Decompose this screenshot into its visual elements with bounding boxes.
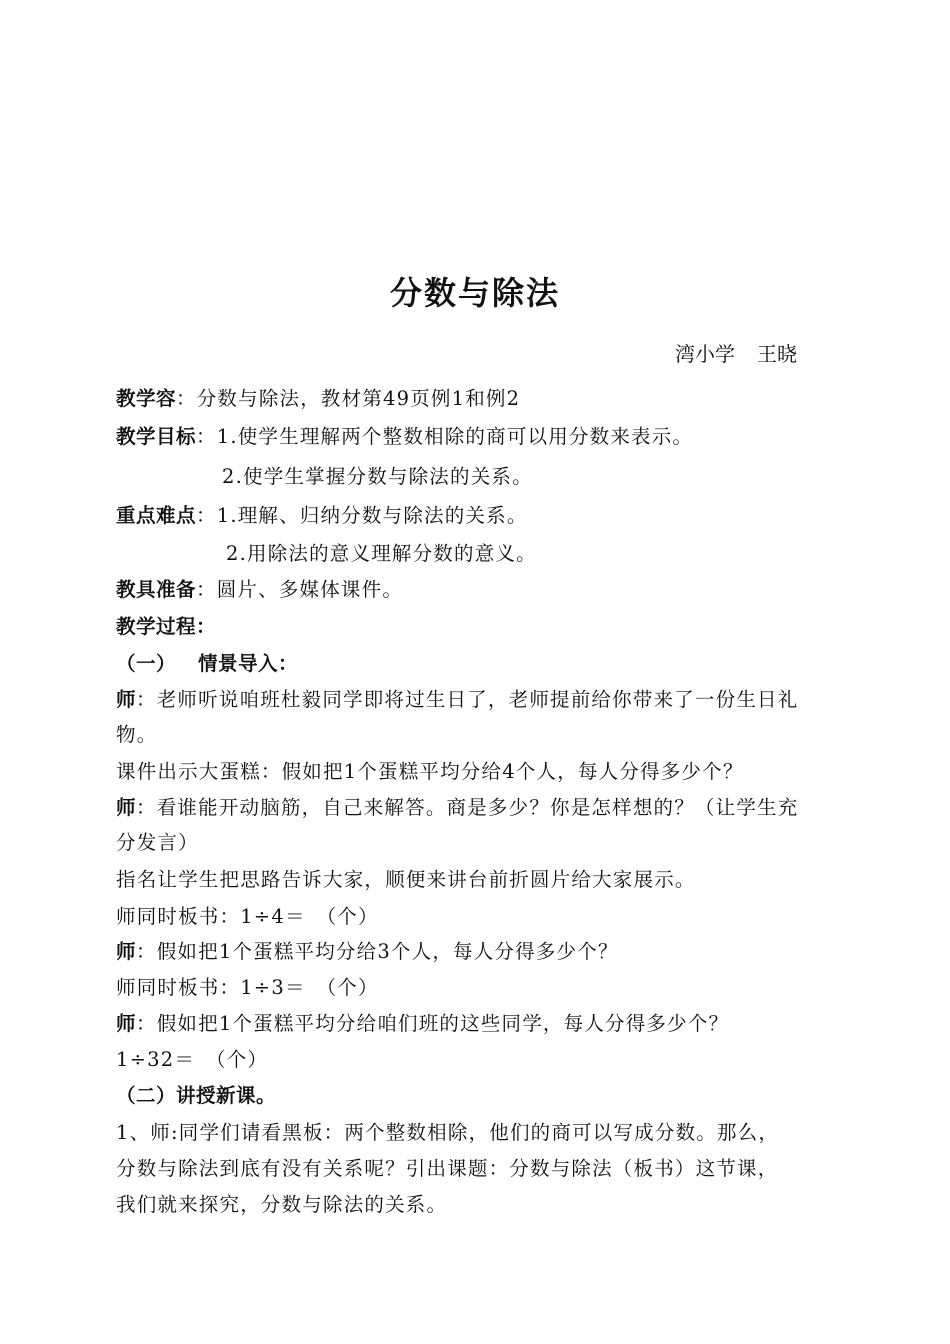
teacher-line-1 xyxy=(116,684,798,712)
board-line-2: 师同时板书：1÷3＝ （个） xyxy=(116,976,379,999)
section1-title: 情景导入： xyxy=(198,652,299,675)
tools-line xyxy=(116,574,403,602)
goal-text-1: ：1.使学生理解两个整数相除的商可以用分数来表示。 xyxy=(196,425,694,448)
author-line xyxy=(675,338,797,367)
content-text: ：分数与除法，教材第49页例1和例2 xyxy=(176,387,521,410)
goal-line-1 xyxy=(116,421,693,449)
goal-line-2: 2.使学生掌握分数与除法的关系。 xyxy=(222,465,533,488)
section1-heading xyxy=(116,648,298,676)
tools-text: ：圆片、多媒体课件。 xyxy=(196,578,404,601)
board-line-1: 师同时板书：1÷4＝ （个） xyxy=(116,905,379,928)
goal-label: 教学目标 xyxy=(116,425,197,448)
teacher-line-3 xyxy=(116,936,619,964)
teacher-text-1a: ：老师听说咱班杜毅同学即将过生日了，老师提前给你带来了一份生日礼 xyxy=(136,688,799,711)
teacher-text-2a: ：看谁能开动脑筋，自己来解答。商是多少？你是怎样想的？（让学生充 xyxy=(136,796,799,819)
speaker-label: 师 xyxy=(116,1012,137,1035)
teacher-text-4: ：假如把1个蛋糕平均分给咱们班的这些同学，每人分得多少个？ xyxy=(136,1012,730,1035)
author-name: 王晓 xyxy=(757,342,797,366)
key-line-1 xyxy=(116,500,528,528)
process-heading: 教学过程： xyxy=(116,615,217,638)
teacher-text-1b: 物。 xyxy=(116,723,158,746)
key-label: 重点难点 xyxy=(116,504,197,527)
content-line xyxy=(116,383,520,411)
section2-heading: （二）讲授新课。 xyxy=(116,1084,277,1107)
author-school: 湾小学 xyxy=(675,342,735,366)
section2-para-1: 1、师:同学们请看黑板：两个整数相除，他们的商可以写成分数。那么， xyxy=(116,1121,780,1144)
page-title: 分数与除法 xyxy=(389,274,560,312)
speaker-label: 师 xyxy=(116,940,137,963)
tools-label: 教具准备 xyxy=(116,578,197,601)
speaker-label: 师 xyxy=(116,688,137,711)
content-label: 教学容 xyxy=(116,387,177,410)
teacher-text-2b: 分发言） xyxy=(116,831,199,854)
key-text-1: ：1.理解、归纳分数与除法的关系。 xyxy=(196,504,528,527)
section2-para-3: 我们就来探究，分数与除法的关系。 xyxy=(116,1193,448,1216)
section2-para-2: 分数与除法到底有没有关系呢？引出课题：分数与除法（板书）这节课， xyxy=(116,1157,779,1180)
speaker-label: 师 xyxy=(116,796,137,819)
section1-number: （一） xyxy=(116,652,177,675)
teacher-line-4 xyxy=(116,1008,729,1036)
teacher-text-3: ：假如把1个蛋糕平均分给3个人，每人分得多少个？ xyxy=(136,940,619,963)
key-line-2: 2.用除法的意义理解分数的意义。 xyxy=(226,542,537,565)
demo-line: 指名让学生把思路告诉大家，顺便来讲台前折圆片给大家展示。 xyxy=(116,868,696,891)
courseware-line: 课件出示大蛋糕：假如把1个蛋糕平均分给4个人，每人分得多少个？ xyxy=(116,760,744,783)
board-line-3: 1÷32＝ （个） xyxy=(116,1048,269,1071)
teacher-line-2 xyxy=(116,792,798,820)
